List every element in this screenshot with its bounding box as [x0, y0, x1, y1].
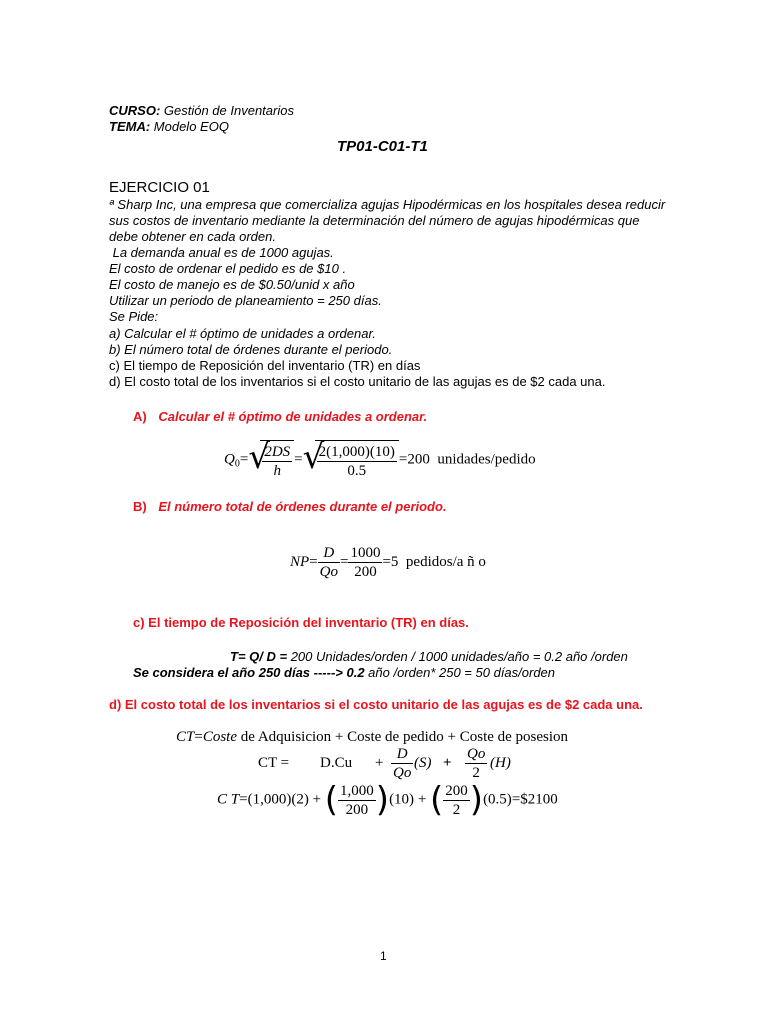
formula-plus: + — [443, 755, 452, 771]
formula-ct: C T — [217, 791, 240, 808]
section-a-heading — [133, 409, 427, 425]
fraction-denominator: Qo — [319, 564, 338, 580]
formula-equals: = — [294, 451, 303, 468]
orders-formula — [290, 544, 486, 581]
task-line: c) El tiempo de Reposición del inventario (TR) en días — [109, 358, 421, 373]
document-code: TP01-C01-T1 — [337, 138, 428, 155]
formula-q-subscript: 0 — [234, 458, 240, 470]
formula-cost-components: de Adquisicion + Coste de pedido + Coste de posesion — [237, 729, 569, 745]
page-number: 1 — [380, 949, 387, 963]
sqrt-2: √ $\frac{2(1,000)(10)}{0.5}$ — [303, 440, 399, 480]
section-c-line-2-rest: año /orden* 250 = 50 días/orden — [364, 665, 556, 680]
fraction-denominator: 2 — [452, 801, 461, 818]
section-a-marker: A) — [133, 409, 147, 424]
section-a-title: Calcular el # óptimo de unidades a ordenar. — [158, 409, 428, 424]
fraction-denominator: 2 — [472, 765, 480, 781]
fraction-denominator: Qo — [393, 765, 412, 781]
formula-equals: = — [339, 553, 349, 570]
intro-line: El costo de manejo es de $0.50/unid x año — [109, 277, 355, 292]
intro-line: b) El número total de órdenes durante el periodo. — [109, 342, 393, 357]
formula-np: NP — [290, 553, 310, 570]
intro-line: Utilizar un periodo de planeamiento = 250 días. — [109, 293, 382, 308]
formula-ct: CT — [176, 729, 195, 745]
section-b-title: El número total de órdenes durante el periodo. — [158, 499, 447, 514]
fraction-numerator: 200 — [445, 782, 468, 799]
topic-line — [109, 119, 229, 135]
course-value: Gestión de Inventarios — [160, 103, 294, 118]
formula-ct-label: CT = — [258, 755, 290, 771]
formula-q: Q — [224, 451, 235, 468]
sqrt-1: √ $\frac{2DS}{h}$ — [248, 440, 294, 480]
section-c-line-2-bold: Se considera el año 250 días -----> 0.2 — [133, 665, 365, 680]
fraction-denominator: 0.5 — [347, 463, 367, 479]
fraction-numerator: D — [318, 544, 340, 563]
course-label: CURSO: — [109, 103, 161, 118]
formula-result: =$2100 — [511, 791, 558, 808]
fraction-denominator: h — [273, 463, 281, 479]
fraction-numerator: 1,000 — [340, 782, 374, 799]
intro-line: debe obtener en cada orden. — [109, 229, 276, 244]
intro-line: Se Pide: — [109, 309, 159, 324]
section-c-line-2 — [133, 665, 555, 681]
fraction-numerator: D — [391, 745, 413, 764]
order-cost-multiplier: (10) — [389, 791, 415, 808]
fraction-numerator: 1000 — [350, 545, 381, 561]
section-c-heading: c) El tiempo de Reposición del inventario (TR) en días. — [133, 615, 469, 630]
formula-result: =200 unidades/pedido — [398, 451, 536, 468]
formula-result: =5 pedidos/a ñ o — [382, 553, 486, 570]
formula-s: (S) — [414, 755, 432, 771]
intro-line: El costo de ordenar el pedido es de $10 . — [109, 261, 347, 276]
topic-label: TEMA: — [109, 119, 151, 134]
formula-equals: = — [309, 553, 318, 570]
fraction-numerator: 2(1,000)(10) — [318, 444, 395, 460]
fraction-numerator: Qo — [467, 746, 486, 762]
section-b-heading — [133, 499, 447, 515]
task-line: d) El costo total de los inventarios si el costo unitario de las agujas es de $2 cada una. — [109, 374, 606, 389]
formula-plus: + — [417, 791, 427, 808]
fraction-denominator: 200 — [345, 801, 369, 818]
acquisition-term: (1,000)(2) — [247, 791, 309, 808]
formula-h: (H) — [490, 755, 511, 771]
formula-equals: = — [194, 729, 203, 745]
section-c-line-1-bold: T= Q/ D = — [230, 649, 288, 664]
total-cost-definition — [176, 729, 568, 746]
intro-line: sus costos de inventario mediante la determinación del número de agujas hipodérmicas que — [109, 213, 640, 228]
topic-value: Modelo EOQ — [150, 119, 229, 134]
section-c-line-1-rest: 200 Unidades/orden / 1000 unidades/año = 0.2 año /orden — [287, 649, 628, 664]
formula-plus: + — [375, 755, 384, 771]
fraction-denominator: 200 — [354, 564, 377, 580]
exercise-title: EJERCICIO 01 — [109, 179, 210, 196]
total-cost-computation: C T=(1,000)(2) + ( $\frac{1,000}{200}$ )(10) + ( $\frac{200}{2}$ )(0.5)=$2100 — [217, 780, 558, 820]
holding-cost-multiplier: (0.5) — [483, 791, 512, 808]
formula-dcu: D.Cu — [320, 755, 353, 771]
section-b-marker: B) — [133, 499, 147, 514]
course-line — [109, 103, 294, 119]
fraction-numerator: 2DS — [264, 444, 291, 460]
formula-equals: = — [239, 791, 248, 808]
formula-plus: + — [312, 791, 322, 808]
intro-line: ª Sharp Inc, una empresa que comercializa agujas Hipodérmicas en los hospitales desea reducir — [109, 197, 666, 212]
intro-line: a) Calcular el # óptimo de unidades a ordenar. — [109, 326, 376, 341]
eoq-formula — [224, 437, 536, 480]
formula-equals: = — [239, 451, 249, 468]
formula-coste: Coste — [202, 729, 237, 745]
section-c-line-1 — [230, 649, 628, 665]
intro-line: La demanda anual es de 1000 agujas. — [109, 245, 334, 260]
section-d-heading: d) El costo total de los inventarios si el costo unitario de las agujas es de $2 cada una. — [109, 697, 643, 712]
